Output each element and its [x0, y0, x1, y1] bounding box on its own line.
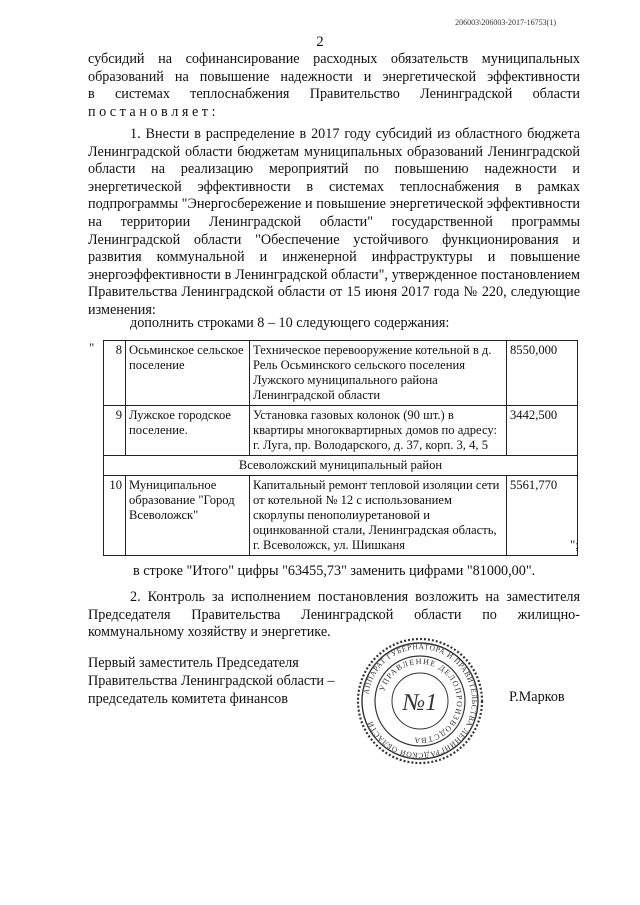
table-open-quote: " — [89, 340, 95, 355]
intro-paragraph — [88, 51, 580, 121]
municipality-cell: Лужское городское поселение. — [126, 406, 250, 456]
seal-inner-text: УПРАВЛЕНИЕ ДЕЛОПРОИЗВОДСТВА — [377, 656, 465, 746]
signatory-name: Р.Марков — [509, 689, 565, 705]
signatory-title-line: председатель комитета финансов — [88, 691, 288, 707]
signatory-title-line: Первый заместитель Председателя — [88, 655, 299, 671]
seal-center-number: №1 — [402, 690, 438, 716]
intro-line: образований на повышение надежности и энергетической эффективности — [88, 68, 580, 85]
signatory-title — [88, 654, 335, 708]
amendment-table — [103, 340, 578, 556]
row-number: 10 — [104, 476, 126, 556]
decree-word: п о с т а н о в л я е т : — [88, 103, 216, 120]
itogo-line: в строке "Итого" цифры "63455,73" заменить цифрами "81000,00". — [133, 563, 536, 579]
event-cell: Капитальный ремонт тепловой изоляции сети от котельной № 12 с использованием скорлупы пенополиуретановой и оцинкованной стали, Ленинградская область, г. Всеволожск, ул. Шишканя — [250, 476, 507, 556]
region-header: Всеволожский муниципальный район — [104, 456, 578, 476]
sum-cell: 5561,770 — [507, 476, 578, 556]
page-number: 2 — [316, 34, 324, 50]
signatory-title-line: Правительства Ленинградской области – — [88, 673, 335, 689]
seal-ring-text: АППАРАТ ГУБЕРНАТОРА И ПРАВИТЕЛЬСТВА ЛЕНИНГРАДСКОЙ ОБЛАСТИ — [361, 641, 480, 761]
municipality-cell: Муниципальное образование "Город Всеволожск" — [126, 476, 250, 556]
table-row — [104, 341, 578, 406]
sum-cell: 8550,000 — [507, 341, 578, 406]
paragraph-1: 1. Внести в распределение в 2017 году субсидий из областного бюджета Ленинградской области бюджетам муниципальных образований Ленинградской области на реализацию мероприятий по повышению надежности и энергетической эффективности в системах теплоснабжения в рамках подпрограммы "Энергосбережение и повышение энергетической эффективности на территории Ленинградской области" государственной программы Ленинградской области "Обеспечение устойчивого функционирования и развития коммунальной и инженерной инфраструктуры и повышение энергоэффективности в Ленинградской области", утвержденное постановлением Правительства Ленинградской области от 15 июня 2017 года № 220, следующие изменения: — [88, 126, 580, 318]
region-row — [104, 456, 578, 476]
sum-cell: 3442,500 — [507, 406, 578, 456]
intro-line: субсидий на софинансирование расходных обязательств муниципальных — [88, 51, 580, 67]
paragraph-2: 2. Контроль за исполнением постановления возложить на заместителя Председателя Правительства Ленинградской области по жилищно-коммунальному хозяйству и энергетике. — [88, 589, 580, 641]
event-cell: Техническое перевооружение котельной в д. Рель Осьминского сельского поселения Лужского муниципального района Ленинградской области — [250, 341, 507, 406]
official-seal — [355, 636, 485, 766]
event-cell: Установка газовых колонок (90 шт.) в квартиры многоквартирных домов по адресу: г. Луга, пр. Володарского, д. 37, корп. 3, 4, 5 — [250, 406, 507, 456]
table-row — [104, 476, 578, 556]
table-close-quote: "; — [570, 537, 579, 552]
row-number: 8 — [104, 341, 126, 406]
document-id: 206003\206003-2017-16753(1) — [455, 18, 556, 27]
municipality-cell: Осьминское сельское поселение — [126, 341, 250, 406]
add-rows-line: дополнить строками 8 – 10 следующего содержания: — [130, 315, 450, 331]
intro-line: в системах теплоснабжения Правительство Ленинградской области — [88, 86, 580, 103]
row-number: 9 — [104, 406, 126, 456]
table-row — [104, 406, 578, 456]
